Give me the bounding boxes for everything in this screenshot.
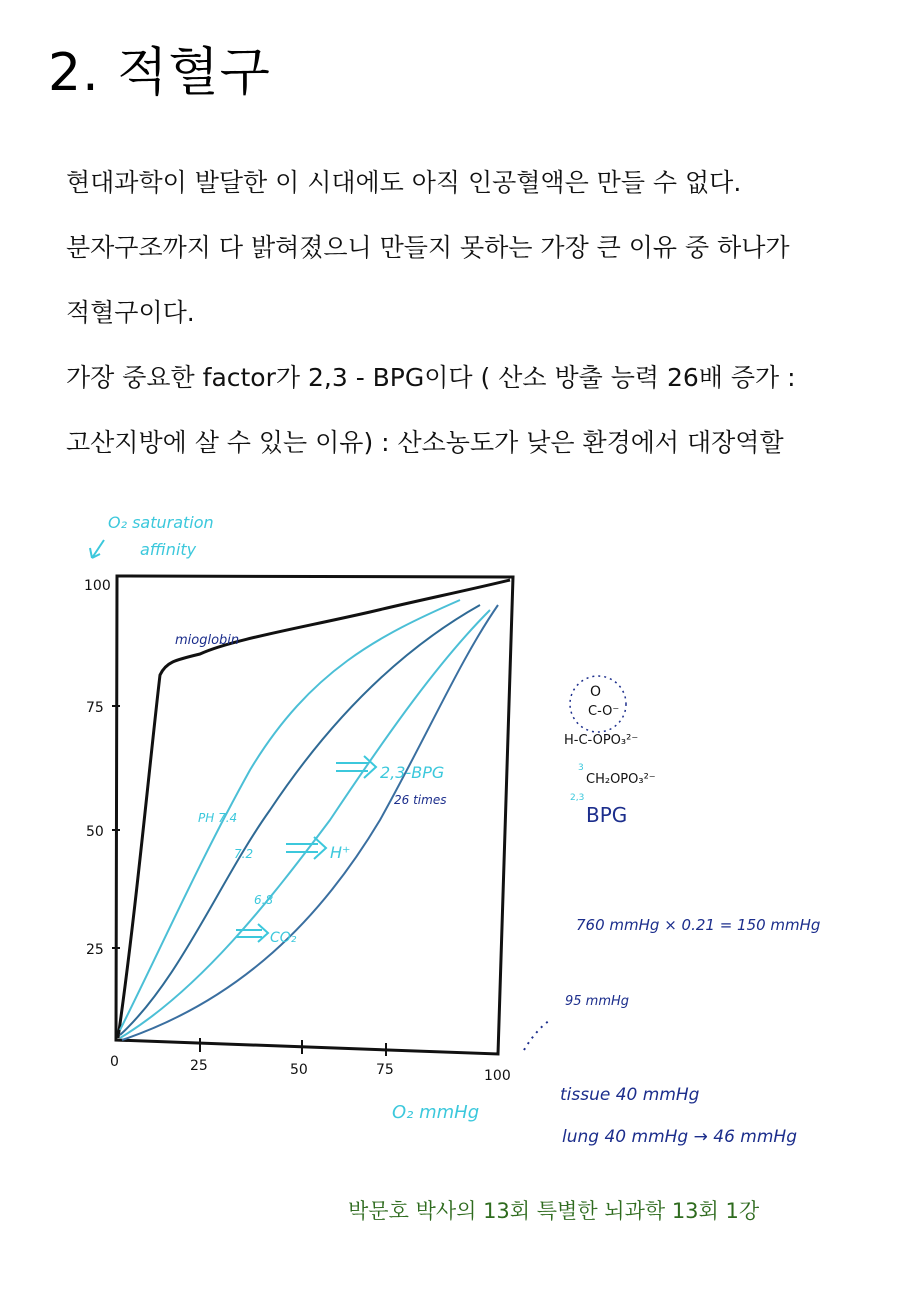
paragraph-line: 적혈구이다. bbox=[66, 298, 195, 327]
x-tick-label: 100 bbox=[484, 1068, 511, 1084]
structure-line-ch2: CH₂OPO₃²⁻ bbox=[586, 772, 656, 787]
mioglobin-label: mioglobin bbox=[175, 633, 240, 648]
y-tick-label: 50 bbox=[86, 824, 104, 840]
y-tick-label: 100 bbox=[84, 578, 111, 594]
structure-small-3: 3 bbox=[578, 763, 584, 773]
dotted-pointer bbox=[524, 1020, 550, 1050]
source-caption: 박문호 박사의 13회 특별한 뇌과학 13회 1강 bbox=[348, 1199, 760, 1223]
lung-note: lung 40 mmHg → 46 mmHg bbox=[562, 1127, 797, 1147]
structure-small-23: 2,3 bbox=[570, 793, 585, 803]
h-shift-arrow-icon bbox=[286, 837, 326, 859]
structure-line-o: O bbox=[590, 684, 602, 700]
ph74-label: PH 7.4 bbox=[198, 811, 238, 825]
h-shift-label: H⁺ bbox=[330, 843, 351, 862]
curve-bpg-shifted bbox=[122, 605, 498, 1040]
y-annotation-line1: O₂ saturation bbox=[108, 513, 214, 532]
myoglobin-curve bbox=[118, 580, 510, 1038]
curve-ph72 bbox=[120, 605, 480, 1035]
curve-ph68 bbox=[120, 610, 490, 1038]
oxygen-dissociation-figure bbox=[40, 500, 860, 1180]
alveolar-note: 95 mmHg bbox=[565, 994, 630, 1009]
co2-shift-label: CO₂ bbox=[270, 930, 297, 946]
y-annotation-line2: affinity bbox=[140, 540, 197, 559]
bpg-shift-label: 2,3-BPG bbox=[380, 763, 445, 782]
paragraph-line: 현대과학이 발달한 이 시대에도 아직 인공혈액은 만들 수 없다. bbox=[66, 168, 742, 197]
down-arrow-icon bbox=[90, 540, 104, 558]
x-tick-label: 0 bbox=[110, 1054, 119, 1070]
x-tick-label: 50 bbox=[290, 1062, 308, 1078]
structure-line-hc: H-C-OPO₃²⁻ bbox=[564, 733, 639, 748]
atmospheric-note: 760 mmHg × 0.21 = 150 mmHg bbox=[576, 916, 821, 934]
x-tick-label: 25 bbox=[190, 1058, 208, 1074]
paragraph-line: 가장 중요한 factor가 2,3 - BPG이다 ( 산소 방출 능력 26배 증가 : bbox=[66, 363, 796, 392]
structure-name: BPG bbox=[586, 803, 628, 827]
bpg-note: 26 times bbox=[394, 793, 447, 807]
x-tick-label: 75 bbox=[376, 1062, 394, 1078]
y-tick-label: 25 bbox=[86, 942, 104, 958]
ph72-label: 7.2 bbox=[234, 847, 254, 861]
paragraph-line: 분자구조까지 다 밝혀졌으니 만들지 못하는 가장 큰 이유 중 하나가 bbox=[66, 233, 790, 262]
paragraph-line: 고산지방에 살 수 있는 이유) : 산소농도가 낮은 환경에서 대장역할 bbox=[66, 428, 784, 457]
y-tick-label: 75 bbox=[86, 700, 104, 716]
x-annotation: O₂ mmHg bbox=[392, 1102, 480, 1123]
tissue-note: tissue 40 mmHg bbox=[560, 1085, 700, 1105]
body-paragraph bbox=[66, 150, 886, 475]
ph68-label: 6.8 bbox=[254, 893, 274, 907]
section-heading: 2. 적혈구 bbox=[48, 43, 271, 103]
structure-line-coo: C-O⁻ bbox=[588, 704, 620, 719]
